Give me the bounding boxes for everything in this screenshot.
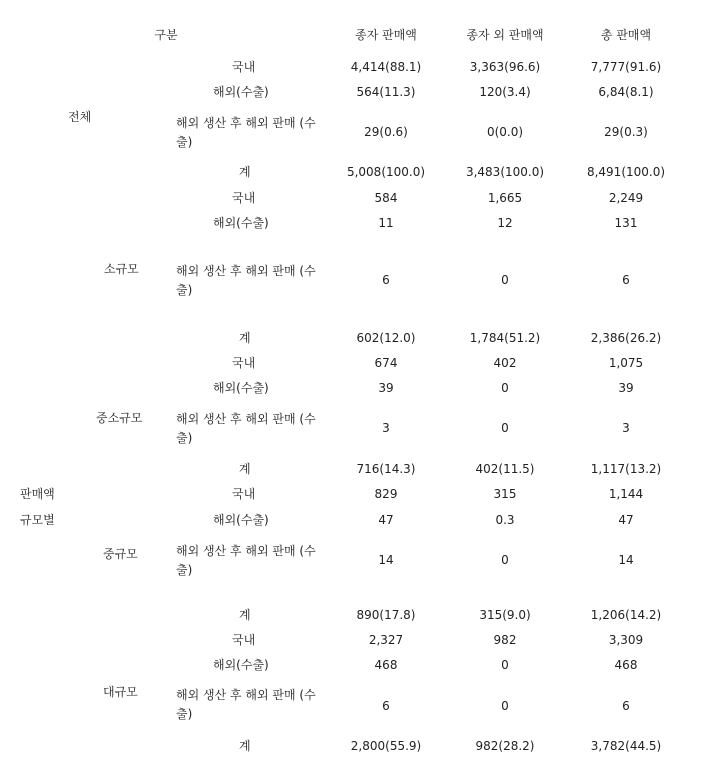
cell-value: 1,784(51.2): [469, 331, 541, 345]
size-label-small: 소규모: [104, 262, 139, 276]
cell-value: 564(11.3): [356, 85, 416, 99]
row-label-domestic: 국내: [232, 487, 256, 501]
row-label-overseas-export: 해외(수출): [213, 658, 269, 672]
cell-value: 315(9.0): [479, 608, 531, 622]
row-label-sum: 계: [239, 165, 251, 179]
cell-value: 468: [374, 658, 398, 672]
cell-value: 6: [382, 699, 390, 713]
row-label-domestic: 국내: [232, 191, 256, 205]
cell-value: 11: [378, 216, 394, 230]
cell-value: 0: [501, 699, 509, 713]
row-label-overseas-production: 해외 생산 후 해외 판매 (수출): [176, 264, 316, 297]
group-label-size-line1: 판매액: [20, 487, 55, 501]
row-label-overseas-production: 해외 생산 후 해외 판매 (수출): [176, 544, 316, 577]
cell-value: 2,249: [608, 191, 644, 205]
cell-value: 602(12.0): [356, 331, 416, 345]
cell-value: 3,483(100.0): [465, 165, 545, 179]
cell-value: 0: [501, 553, 509, 567]
row-label-overseas-export: 해외(수출): [213, 513, 269, 527]
cell-value: 6: [622, 699, 630, 713]
cell-value: 47: [378, 513, 394, 527]
row-label-domestic: 국내: [232, 356, 256, 370]
cell-value: 120(3.4): [479, 85, 531, 99]
row-label-overseas-export: 해외(수출): [213, 381, 269, 395]
row-label-sum: 계: [239, 331, 251, 345]
cell-value: 39: [378, 381, 394, 395]
cell-value: 2,800(55.9): [350, 739, 422, 753]
size-label-small-medium: 중소규모: [96, 411, 143, 425]
cell-value: 982: [493, 633, 517, 647]
row-label-overseas-production: 해외 생산 후 해외 판매 (수출): [176, 116, 316, 149]
header-total-sales: 총 판매액: [600, 28, 652, 42]
cell-value: 3,782(44.5): [590, 739, 662, 753]
cell-value: 890(17.8): [356, 608, 416, 622]
cell-value: 12: [497, 216, 513, 230]
cell-value: 0: [501, 658, 509, 672]
cell-value: 3,363(96.6): [469, 60, 541, 74]
cell-value: 3: [622, 421, 630, 435]
cell-value: 131: [614, 216, 638, 230]
cell-value: 29(0.6): [364, 125, 408, 139]
cell-value: 982(28.2): [475, 739, 535, 753]
cell-value: 1,206(14.2): [590, 608, 662, 622]
cell-value: 315: [493, 487, 517, 501]
cell-value: 1,117(13.2): [590, 462, 662, 476]
cell-value: 402: [493, 356, 517, 370]
group-label-size-line2: 규모별: [20, 513, 55, 527]
cell-value: 1,075: [608, 356, 644, 370]
cell-value: 4,414(88.1): [350, 60, 422, 74]
cell-value: 6: [382, 273, 390, 287]
cell-value: 0(0.0): [486, 125, 524, 139]
row-label-overseas-production: 해외 생산 후 해외 판매 (수출): [176, 688, 316, 721]
cell-value: 674: [374, 356, 398, 370]
cell-value: 2,386(26.2): [590, 331, 662, 345]
cell-value: 468: [614, 658, 638, 672]
cell-value: 8,491(100.0): [586, 165, 666, 179]
row-label-overseas-export: 해외(수출): [213, 216, 269, 230]
cell-value: 6: [622, 273, 630, 287]
cell-value: 402(11.5): [475, 462, 535, 476]
cell-value: 716(14.3): [356, 462, 416, 476]
row-label-domestic: 국내: [232, 60, 256, 74]
cell-value: 829: [374, 487, 398, 501]
header-nonseed-sales: 종자 외 판매액: [466, 28, 544, 42]
cell-value: 14: [618, 553, 634, 567]
cell-value: 3,309: [608, 633, 644, 647]
cell-value: 0: [501, 421, 509, 435]
row-label-domestic: 국내: [232, 633, 256, 647]
group-label-total: 전체: [68, 110, 92, 124]
cell-value: 39: [618, 381, 634, 395]
cell-value: 14: [378, 553, 394, 567]
cell-value: 6,84(8.1): [598, 85, 654, 99]
cell-value: 5,008(100.0): [346, 165, 426, 179]
cell-value: 29(0.3): [604, 125, 648, 139]
size-label-large: 대규모: [103, 685, 138, 699]
header-category: 구분: [154, 28, 178, 42]
header-seed-sales: 종자 판매액: [355, 28, 417, 42]
size-label-medium: 중규모: [103, 547, 138, 561]
cell-value: 3: [382, 421, 390, 435]
cell-value: 1,144: [608, 487, 644, 501]
cell-value: 0.3: [495, 513, 515, 527]
cell-value: 1,665: [487, 191, 523, 205]
row-label-sum: 계: [239, 608, 251, 622]
cell-value: 584: [374, 191, 398, 205]
cell-value: 0: [501, 273, 509, 287]
row-label-overseas-export: 해외(수출): [213, 85, 269, 99]
row-label-overseas-production: 해외 생산 후 해외 판매 (수출): [176, 412, 316, 445]
cell-value: 2,327: [368, 633, 404, 647]
cell-value: 7,777(91.6): [590, 60, 662, 74]
cell-value: 0: [501, 381, 509, 395]
cell-value: 47: [618, 513, 634, 527]
row-label-sum: 계: [239, 739, 251, 753]
row-label-sum: 계: [239, 462, 251, 476]
